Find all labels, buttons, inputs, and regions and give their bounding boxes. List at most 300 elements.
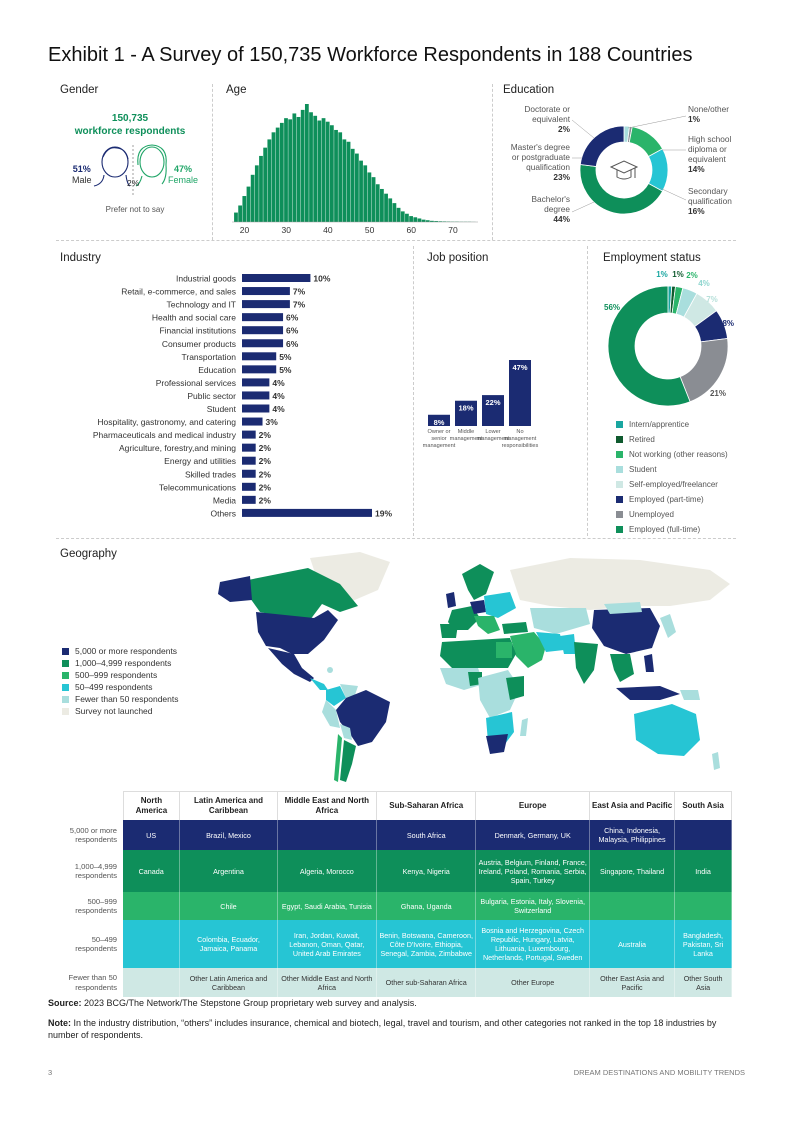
age-bar (317, 121, 321, 222)
industry-value: 5% (279, 351, 292, 362)
industry-value: 4% (272, 404, 285, 414)
map-scandinavia (462, 564, 494, 600)
industry-label: Student (206, 404, 236, 414)
education-label: High school (688, 134, 732, 144)
industry-label: Public sector (187, 390, 236, 401)
age-bar (397, 208, 401, 222)
industry-value: 4% (272, 377, 285, 388)
table-cell: Australia (589, 920, 674, 968)
table-cell (589, 892, 674, 920)
industry-bar (242, 365, 276, 373)
age-bar (372, 177, 376, 222)
education-label: diploma or (688, 144, 727, 154)
education-label: None/other (688, 104, 730, 114)
table-cell: Denmark, Germany, UK (476, 820, 590, 850)
job-category-label: management (476, 436, 510, 442)
table-row-label: 500–999 respondents (48, 892, 123, 920)
job-category-label: Middle (457, 429, 475, 435)
education-label: Secondary (688, 186, 728, 196)
legend-label: Survey not launched (75, 706, 153, 716)
geography-legend-item (62, 657, 178, 669)
gender-header: Gender (60, 84, 99, 96)
industry-label: Energy and utilities (164, 456, 236, 467)
industry-bar (242, 300, 290, 308)
table-cell (123, 968, 180, 997)
industry-bar (242, 405, 269, 413)
education-label: or postgraduate (511, 152, 570, 162)
source-text: 2023 BCG/The Network/The Stepstone Group proprietary web survey and analysis. (84, 998, 417, 1008)
divider (587, 246, 588, 536)
industry-value: 10% (313, 273, 331, 284)
industry-value: 7% (292, 299, 306, 310)
table-cell: Bulgaria, Estonia, Italy, Slovenia, Switzerland (476, 892, 590, 920)
employment-pct: 56% (604, 303, 621, 312)
female-head-icon (136, 145, 166, 186)
age-bar (238, 205, 242, 222)
table-cell (675, 820, 732, 850)
age-bar (284, 118, 288, 222)
divider (56, 240, 736, 241)
table-cell: Other Latin America and Caribbean (180, 968, 277, 997)
source-line (48, 998, 738, 1008)
employment-pct: 2% (686, 271, 698, 280)
gender-total-label: workforce respondents (74, 126, 186, 137)
industry-value: 2% (258, 469, 271, 480)
education-pct: 16% (688, 206, 705, 216)
table-cell: Algeria, Morocco (277, 850, 376, 892)
map-se-asia (610, 654, 634, 682)
table-cell: Singapore, Thailand (589, 850, 674, 892)
geography-legend-item (62, 645, 178, 657)
industry-value: 6% (286, 325, 299, 336)
leader-line (572, 202, 594, 212)
legend-label: Not working (other reasons) (629, 450, 728, 459)
industry-label: Telecommunications (158, 482, 236, 493)
map-indonesia (616, 686, 680, 700)
legend-swatch (62, 684, 69, 691)
age-tick: 20 (239, 225, 250, 235)
table-row-label: Fewer than 50 respondents (48, 968, 123, 997)
map-philippines (644, 654, 654, 672)
industry-value: 19% (375, 508, 393, 519)
leader-line (628, 116, 686, 128)
employment-legend-item (616, 477, 728, 492)
legend-label: 5,000 or more respondents (75, 646, 178, 656)
age-bar (413, 217, 417, 222)
leader-line (660, 188, 686, 200)
table-cell: Iran, Jordan, Kuwait, Lebanon, Oman, Qatar, United Arab Emirates (277, 920, 376, 968)
age-bar (305, 104, 309, 222)
footer-text: DREAM DESTINATIONS AND MOBILITY TRENDS (573, 1068, 745, 1077)
employment-pct: 4% (698, 279, 710, 288)
industry-label: Consumer products (161, 338, 236, 349)
table-cell: Benin, Botswana, Cameroon, Côte D'Ivoire, Ethiopia, Senegal, Zambia, Zimbabwe (377, 920, 476, 968)
map-south-africa (486, 734, 508, 754)
divider (492, 84, 493, 240)
industry-bar (242, 378, 269, 386)
table-cell: Other sub-Saharan Africa (377, 968, 476, 997)
industry-bar (242, 457, 256, 465)
employment-legend-item (616, 447, 728, 462)
education-label: equivalent (532, 114, 570, 124)
table-cell (675, 892, 732, 920)
legend-label: 1,000–4,999 respondents (75, 658, 172, 668)
map-japan-korea (660, 614, 676, 638)
legend-label: Student (629, 465, 657, 474)
industry-bar (242, 352, 276, 360)
geography-table (48, 791, 732, 997)
other-label: Prefer not to say (105, 205, 165, 214)
legend-label: Unemployed (629, 510, 674, 519)
note-label: Note: (48, 1018, 71, 1028)
industry-value: 2% (258, 456, 271, 467)
employment-legend-item (616, 522, 728, 537)
industry-value: 2% (258, 443, 271, 454)
education-label: Master's degree (510, 142, 570, 152)
age-tick: 30 (281, 225, 291, 235)
map-usa (256, 610, 338, 654)
job-category-label: senior (431, 436, 447, 442)
map-central-america (310, 678, 328, 690)
education-label: degree (544, 204, 570, 214)
table-cell: Other Europe (476, 968, 590, 997)
age-bar (297, 117, 301, 222)
map-alaska (218, 576, 252, 602)
industry-label: Skilled trades (184, 469, 236, 480)
age-bar (355, 154, 359, 222)
job-header: Job position (427, 252, 489, 264)
job-category-label: management (449, 436, 483, 442)
female-pct: 47% (174, 164, 193, 174)
table-column-header: Sub-Saharan Africa (377, 792, 476, 821)
job-value: 18% (458, 403, 474, 413)
table-row (48, 850, 732, 892)
age-tick: 50 (364, 225, 375, 235)
table-column-header: North America (123, 792, 180, 821)
employment-donut (596, 264, 742, 414)
industry-label: Others (210, 508, 236, 519)
map-australia (634, 704, 700, 756)
table-cell: Egypt, Saudi Arabia, Tunisia (277, 892, 376, 920)
industry-bar (242, 418, 263, 426)
employment-legend-item (616, 507, 728, 522)
map-peru (322, 700, 340, 728)
divider (56, 538, 736, 539)
industry-label: Financial institutions (159, 325, 236, 336)
industry-label: Pharmaceuticals and medical industry (92, 430, 236, 441)
table-cell: Other Middle East and North Africa (277, 968, 376, 997)
table-column-header: South Asia (675, 792, 732, 821)
industry-value: 5% (279, 364, 292, 375)
table-cell: China, Indonesia, Malaysia, Philippines (589, 820, 674, 850)
job-category-label: No (516, 429, 524, 435)
industry-bar (242, 326, 283, 334)
legend-swatch (616, 466, 623, 473)
male-pct: 51% (72, 164, 91, 174)
education-label: equivalent (688, 154, 726, 164)
age-bar (247, 187, 251, 222)
employment-legend-item (616, 432, 728, 447)
job-value: 47% (512, 363, 528, 372)
legend-swatch (616, 421, 623, 428)
legend-swatch (616, 496, 623, 503)
age-bar (251, 175, 255, 222)
age-bar (313, 116, 317, 222)
job-value: 8% (433, 417, 445, 427)
employment-pct: 8% (722, 319, 734, 328)
job-value: 22% (485, 398, 501, 408)
other-pct: 2% (127, 178, 140, 188)
table-cell (123, 892, 180, 920)
education-pct: 23% (553, 172, 570, 182)
age-bar (276, 128, 280, 222)
employment-legend-item (616, 417, 728, 432)
table-cell: India (675, 850, 732, 892)
table-column-header: Latin America and Caribbean (180, 792, 277, 821)
industry-header: Industry (60, 252, 101, 264)
age-bar (363, 165, 367, 222)
geography-legend-item (62, 681, 178, 693)
industry-bar (242, 313, 283, 321)
male-head-icon (94, 147, 130, 186)
industry-value: 2% (258, 495, 271, 506)
age-bar (388, 198, 392, 222)
industry-bar (242, 391, 269, 399)
female-label: Female (168, 175, 199, 185)
legend-label: Retired (629, 435, 655, 444)
table-cell: South Africa (377, 820, 476, 850)
map-pakistan (560, 634, 576, 654)
industry-label: Technology and IT (166, 299, 236, 310)
age-tick: 70 (448, 225, 458, 235)
industry-value: 2% (258, 482, 271, 493)
industry-bar (242, 496, 256, 504)
gender-total: 150,735 (111, 113, 149, 124)
industry-value: 6% (286, 338, 299, 349)
legend-swatch (616, 511, 623, 518)
industry-label: Retail, e-commerce, and sales (121, 286, 236, 297)
education-pct: 14% (688, 164, 705, 174)
map-madagascar (520, 718, 528, 736)
industry-bar (242, 339, 283, 347)
industry-bar (242, 470, 256, 478)
education-pct: 2% (558, 124, 570, 134)
age-bar (234, 213, 238, 222)
age-bar (393, 203, 397, 222)
education-label: Bachelor's (531, 194, 570, 204)
table-cell: US (123, 820, 180, 850)
age-bar (380, 189, 384, 222)
legend-label: Fewer than 50 respondents (75, 694, 179, 704)
legend-swatch (616, 526, 623, 533)
table-row (48, 920, 732, 968)
table-column-header: Middle East and North Africa (277, 792, 376, 821)
age-bar (347, 142, 351, 222)
source-label: Source: (48, 998, 82, 1008)
age-bar (288, 119, 292, 222)
table-cell: Canada (123, 850, 180, 892)
age-bar (267, 139, 271, 222)
education-header: Education (503, 84, 555, 96)
industry-value: 7% (292, 286, 306, 297)
table-cell (277, 820, 376, 850)
age-bar (272, 132, 276, 222)
age-bar (330, 125, 334, 222)
table-row (48, 820, 732, 850)
age-bar (418, 218, 422, 222)
map-iberia (440, 624, 458, 638)
page-title: Exhibit 1 - A Survey of 150,735 Workforce Respondents in 188 Countries (48, 44, 693, 66)
employment-legend-item (616, 492, 728, 507)
map-europe-east (484, 592, 516, 618)
age-bar (322, 118, 326, 222)
age-bar (259, 156, 263, 222)
legend-swatch (616, 451, 623, 458)
table-row-label: 5,000 or more respondents (48, 820, 123, 850)
job-category-label: management (422, 443, 456, 449)
job-category-label: Owner or (427, 429, 451, 435)
age-tick: 40 (323, 225, 333, 235)
employment-pct: 1% (656, 270, 668, 279)
table-cell: Bangladesh, Pakistan, Sri Lanka (675, 920, 732, 968)
legend-label: Employed (full-time) (629, 525, 701, 534)
age-histogram (226, 98, 484, 236)
age-bar (376, 184, 380, 222)
age-bar (405, 214, 409, 222)
legend-label: 50–499 respondents (75, 682, 153, 692)
industry-label: Hospitality, gastronomy, and catering (97, 417, 236, 428)
job-category-label: responsibilities (501, 443, 539, 449)
table-row-label: 1,000–4,999 respondents (48, 850, 123, 892)
table-cell: Colombia, Ecuador, Jamaica, Panama (180, 920, 277, 968)
industry-value: 4% (272, 390, 285, 401)
table-cell: Austria, Belgium, Finland, France, Ireland, Poland, Romania, Serbia, Spain, Turkey (476, 850, 590, 892)
table-row-label: 50–499 respondents (48, 920, 123, 968)
world-map (190, 550, 750, 786)
table-cell: Brazil, Mexico (180, 820, 277, 850)
map-egypt (496, 642, 512, 658)
age-bar (301, 110, 305, 222)
industry-bar (242, 509, 372, 517)
legend-swatch (62, 648, 69, 655)
age-bar (359, 161, 363, 222)
map-png (680, 690, 700, 700)
education-pct: 44% (553, 214, 570, 224)
age-bar (309, 112, 313, 222)
industry-bar (242, 483, 256, 491)
divider (212, 84, 213, 240)
map-china (592, 608, 660, 654)
job-bar-chart (416, 270, 586, 460)
map-russia (510, 558, 730, 610)
age-bar (409, 216, 413, 222)
age-bar (422, 220, 426, 222)
education-label: qualification (526, 162, 570, 172)
industry-value: 2% (258, 430, 271, 441)
age-bar (326, 122, 330, 222)
legend-swatch (62, 696, 69, 703)
industry-label: Professional services (155, 377, 236, 388)
table-cell (123, 920, 180, 968)
table-cell: Kenya, Nigeria (377, 850, 476, 892)
map-caribbean (327, 667, 333, 673)
leader-line (572, 120, 594, 138)
age-bar (255, 165, 259, 222)
table-cell: Other South Asia (675, 968, 732, 997)
age-bar (401, 211, 405, 222)
industry-label: Education (198, 364, 236, 375)
education-label: Doctorate or (524, 104, 570, 114)
table-cell: Bosnia and Herzegovina, Czech Republic, Hungary, Latvia, Lithuania, Luxembourg, Netherlands, Portugal, Sweden (476, 920, 590, 968)
employment-pct: 21% (709, 389, 726, 398)
table-cell: Other East Asia and Pacific (589, 968, 674, 997)
geography-legend-item (62, 693, 178, 705)
industry-label: Media (212, 495, 236, 506)
age-header: Age (226, 84, 247, 96)
employment-pct: 7% (706, 295, 718, 304)
industry-value: 6% (286, 312, 299, 323)
industry-label: Industrial goods (175, 273, 236, 284)
map-uk (446, 592, 456, 608)
note-text: In the industry distribution, “others” includes insurance, chemical and biotech, legal, travel and tourism, and other categories not ranked in the top 18 industries by number of respondents. (48, 1018, 717, 1040)
geography-table-grid (48, 791, 732, 997)
industry-bar (242, 444, 256, 452)
industry-bar-chart (56, 270, 410, 526)
employment-legend-item (616, 462, 728, 477)
legend-swatch (616, 436, 623, 443)
age-bar (384, 194, 388, 222)
geography-legend (62, 645, 178, 717)
education-label: qualification (688, 196, 732, 206)
age-bar (242, 196, 246, 222)
legend-label: Employed (part-time) (629, 495, 704, 504)
age-bar (334, 130, 338, 222)
employment-pct: 1% (672, 270, 684, 279)
industry-label: Health and social care (151, 312, 236, 323)
job-category-label: Lower (485, 429, 501, 435)
age-bar (351, 149, 355, 222)
map-central-asia (530, 608, 590, 634)
legend-swatch (62, 672, 69, 679)
legend-label: 500–999 respondents (75, 670, 158, 680)
industry-bar (242, 431, 256, 439)
legend-label: Intern/apprentice (629, 420, 690, 429)
graduation-cap-icon (611, 161, 637, 179)
page-number: 3 (48, 1068, 53, 1077)
employment-legend (616, 417, 728, 537)
age-bar (280, 123, 284, 222)
industry-label: Transportation (181, 351, 236, 362)
map-mongolia (604, 602, 642, 614)
note-line (48, 1017, 738, 1041)
age-bar (338, 132, 342, 222)
industry-value: 3% (265, 417, 278, 428)
table-row (48, 892, 732, 920)
geography-header: Geography (60, 548, 117, 560)
legend-swatch (616, 481, 623, 488)
table-column-header: East Asia and Pacific (589, 792, 674, 821)
education-donut (498, 98, 738, 238)
industry-label: Agriculture, forestry,and mining (118, 443, 236, 454)
age-bar (263, 148, 267, 222)
legend-label: Self-employed/freelancer (629, 480, 718, 489)
table-row (48, 968, 732, 997)
geography-legend-item (62, 669, 178, 681)
age-bar (342, 139, 346, 222)
employment-header: Employment status (603, 252, 701, 264)
legend-swatch (62, 660, 69, 667)
map-india (574, 642, 598, 684)
